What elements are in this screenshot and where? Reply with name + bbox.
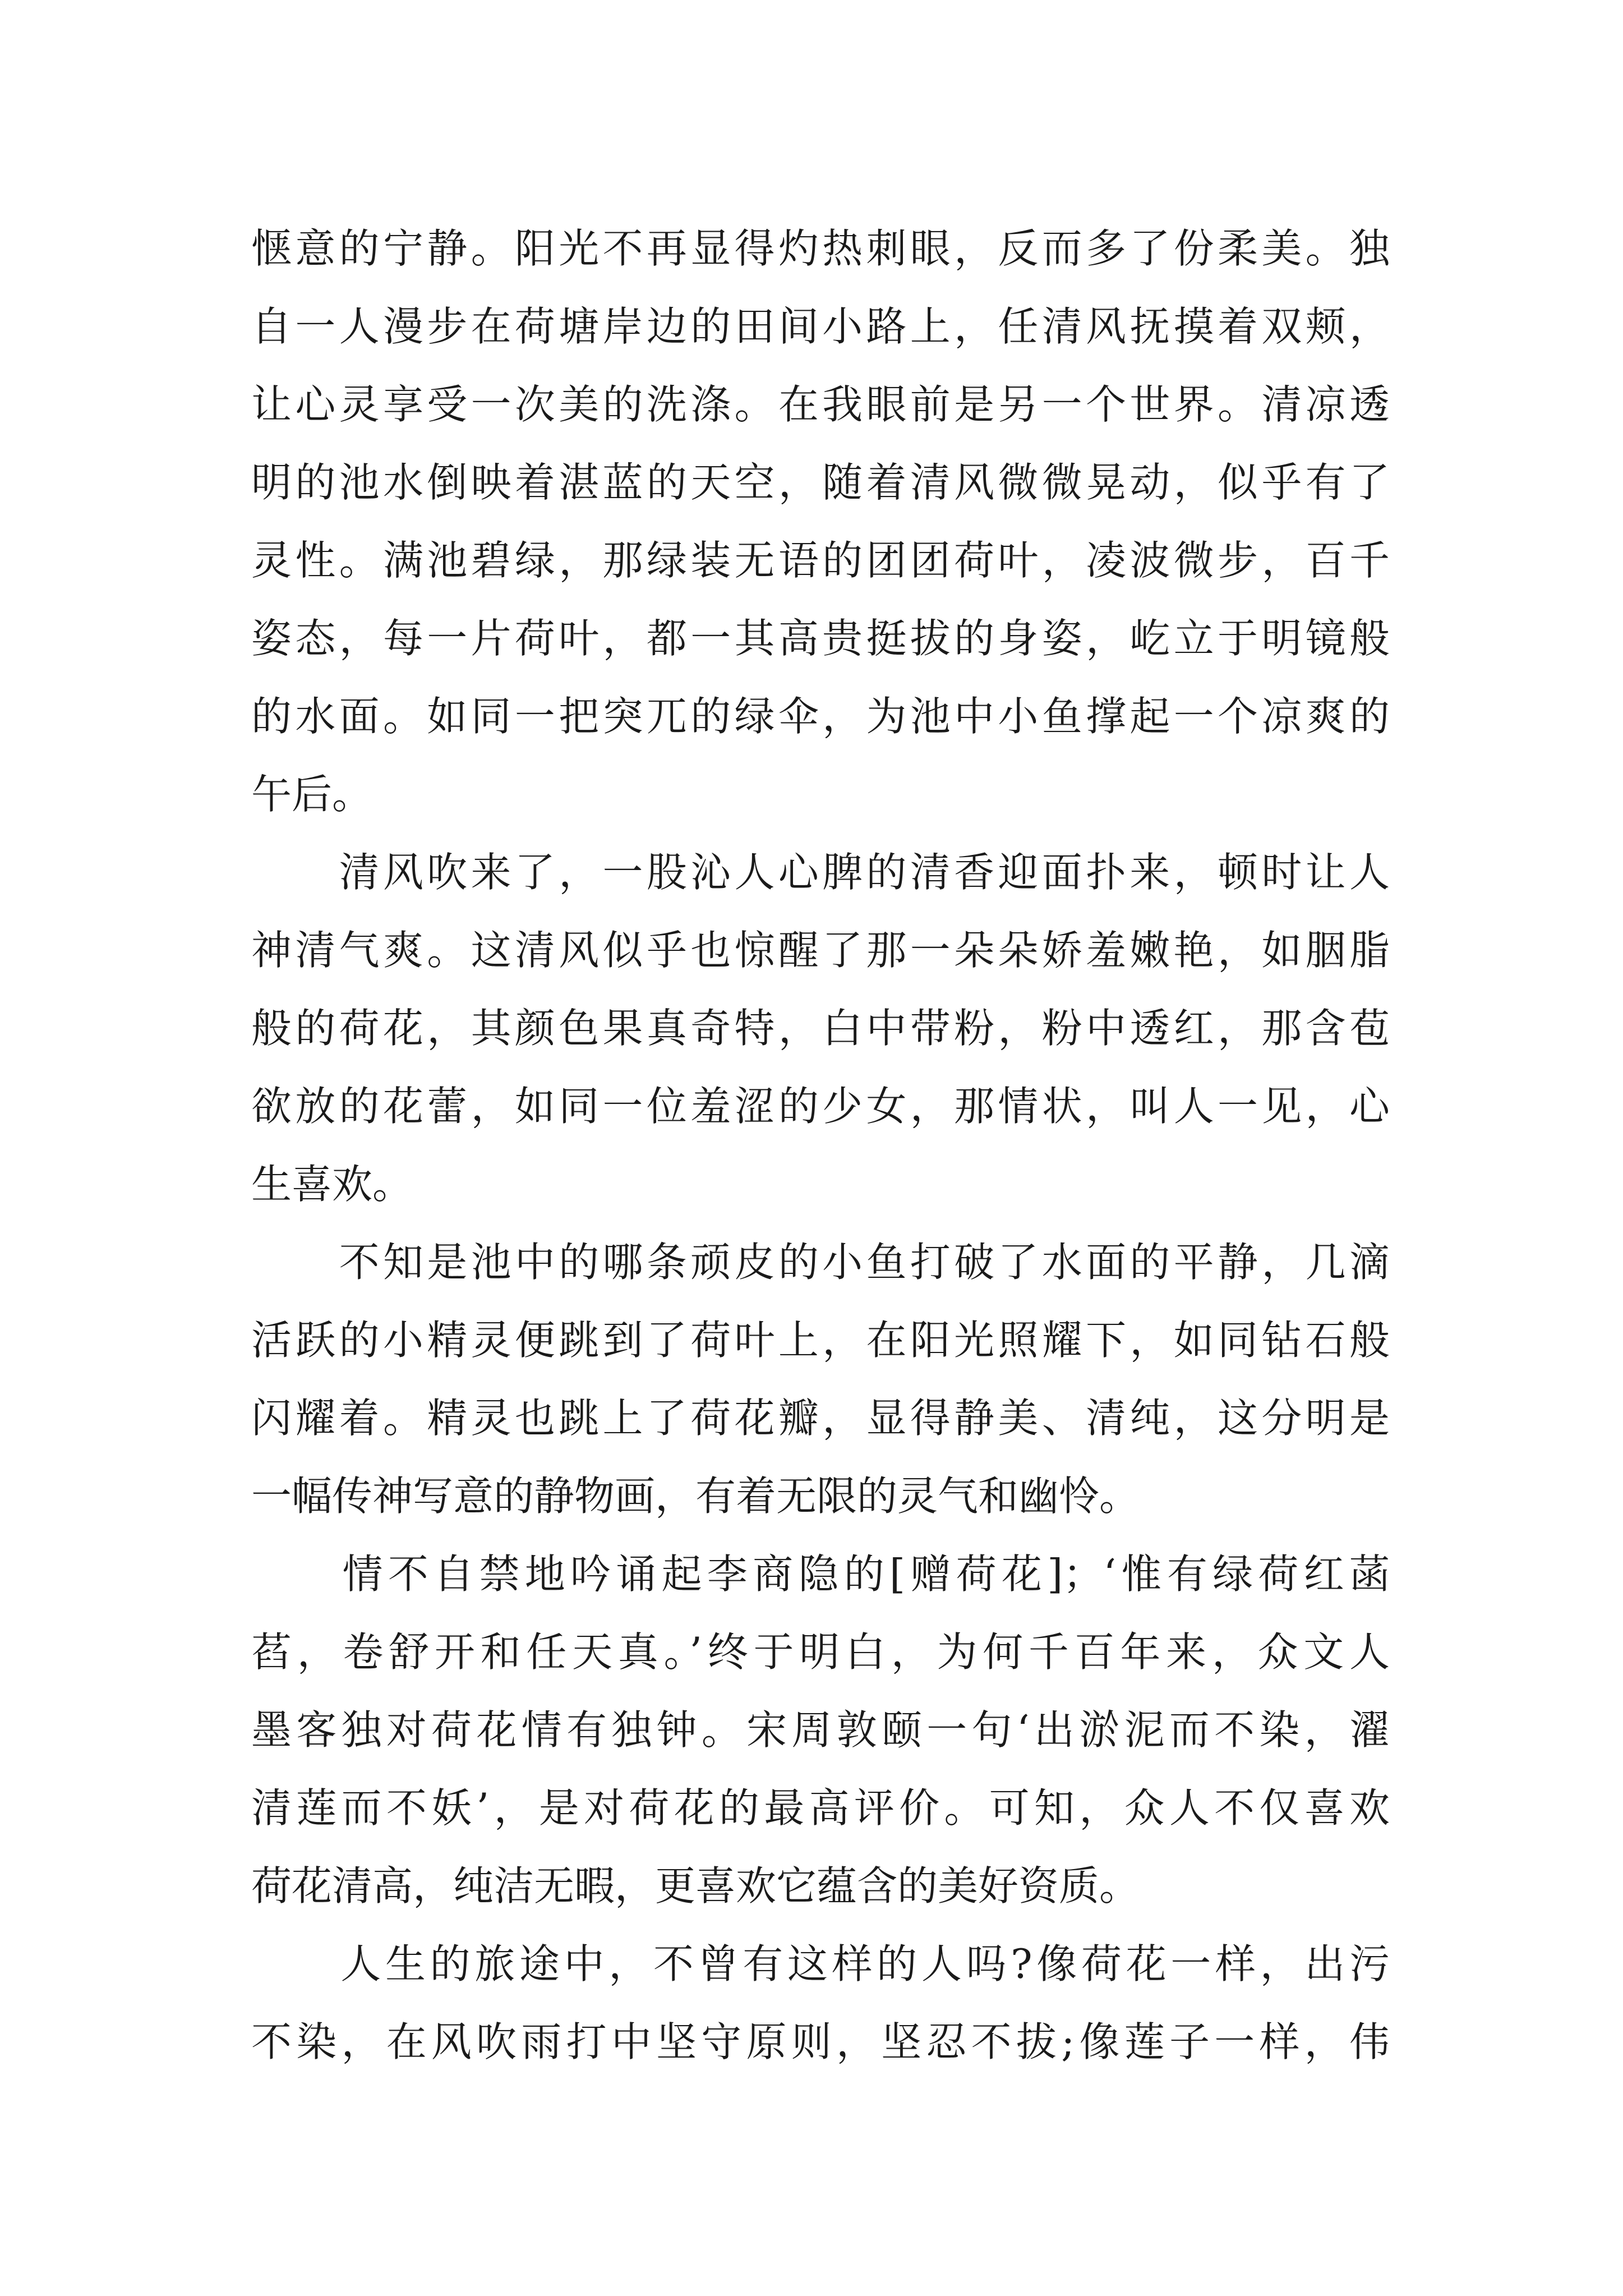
text-line: 灵性。满池碧绿，那绿装无语的团团荷叶，凌波微步，百千 xyxy=(251,537,1390,584)
text-line: 午后。 xyxy=(251,771,373,818)
text-line: 明的池水倒映着湛蓝的天空，随着清风微微晃动，似乎有了 xyxy=(251,459,1390,506)
text-line: 闪耀着。精灵也跳上了荷花瓣，显得静美、清纯，这分明是 xyxy=(251,1395,1390,1442)
text-line: 欲放的花蕾，如同一位羞涩的少女，那情状，叫人一见，心 xyxy=(251,1083,1390,1130)
text-line: 惬意的宁静。阳光不再显得灼热刺眼，反而多了份柔美。独 xyxy=(251,225,1390,272)
text-line: 不知是池中的哪条顽皮的小鱼打破了水面的平静，几滴 xyxy=(251,1239,1390,1286)
text-line: 一幅传神写意的静物画，有着无限的灵气和幽怜。 xyxy=(251,1473,1140,1520)
text-line: 自一人漫步在荷塘岸边的田间小路上，任清风抚摸着双颊， xyxy=(251,303,1390,350)
text-line: 墨客独对荷花情有独钟。宋周敦颐一句‘出淤泥而不染，濯 xyxy=(251,1706,1390,1754)
body-text xyxy=(251,210,1390,2081)
text-line: 荷花清高，纯洁无暇，更喜欢它蕴含的美好资质。 xyxy=(251,1862,1140,1910)
text-line: 让心灵享受一次美的洗涤。在我眼前是另一个世界。清凉透 xyxy=(251,381,1390,428)
text-line: 神清气爽。这清风似乎也惊醒了那一朵朵娇羞嫩艳，如胭脂 xyxy=(251,927,1390,974)
text-line: 萏，卷舒开和任天真。’终于明白，为何千百年来，众文人 xyxy=(251,1628,1390,1676)
text-line: 清莲而不妖’，是对荷花的最高评价。可知，众人不仅喜欢 xyxy=(251,1784,1390,1832)
text-line: 不染，在风吹雨打中坚守原则，坚忍不拔;像莲子一样，伟 xyxy=(251,2018,1390,2065)
text-line: 生喜欢。 xyxy=(251,1161,413,1208)
text-line: 姿态，每一片荷叶，都一其高贵挺拔的身姿，屹立于明镜般 xyxy=(251,615,1390,662)
text-line: 情不自禁地吟诵起李商隐的[赠荷花]；‘惟有绿荷红菡 xyxy=(251,1550,1390,1598)
text-line: 活跃的小精灵便跳到了荷叶上，在阳光照耀下，如同钻石般 xyxy=(251,1317,1390,1364)
text-line: 般的荷花，其颜色果真奇特，白中带粉，粉中透红，那含苞 xyxy=(251,1005,1390,1052)
text-line: 清风吹来了，一股沁人心脾的清香迎面扑来，顿时让人 xyxy=(251,849,1390,896)
text-line: 人生的旅途中，不曾有这样的人吗?像荷花一样，出污 xyxy=(251,1940,1390,1987)
text-line: 的水面。如同一把突兀的绿伞，为池中小鱼撑起一个凉爽的 xyxy=(251,693,1390,740)
